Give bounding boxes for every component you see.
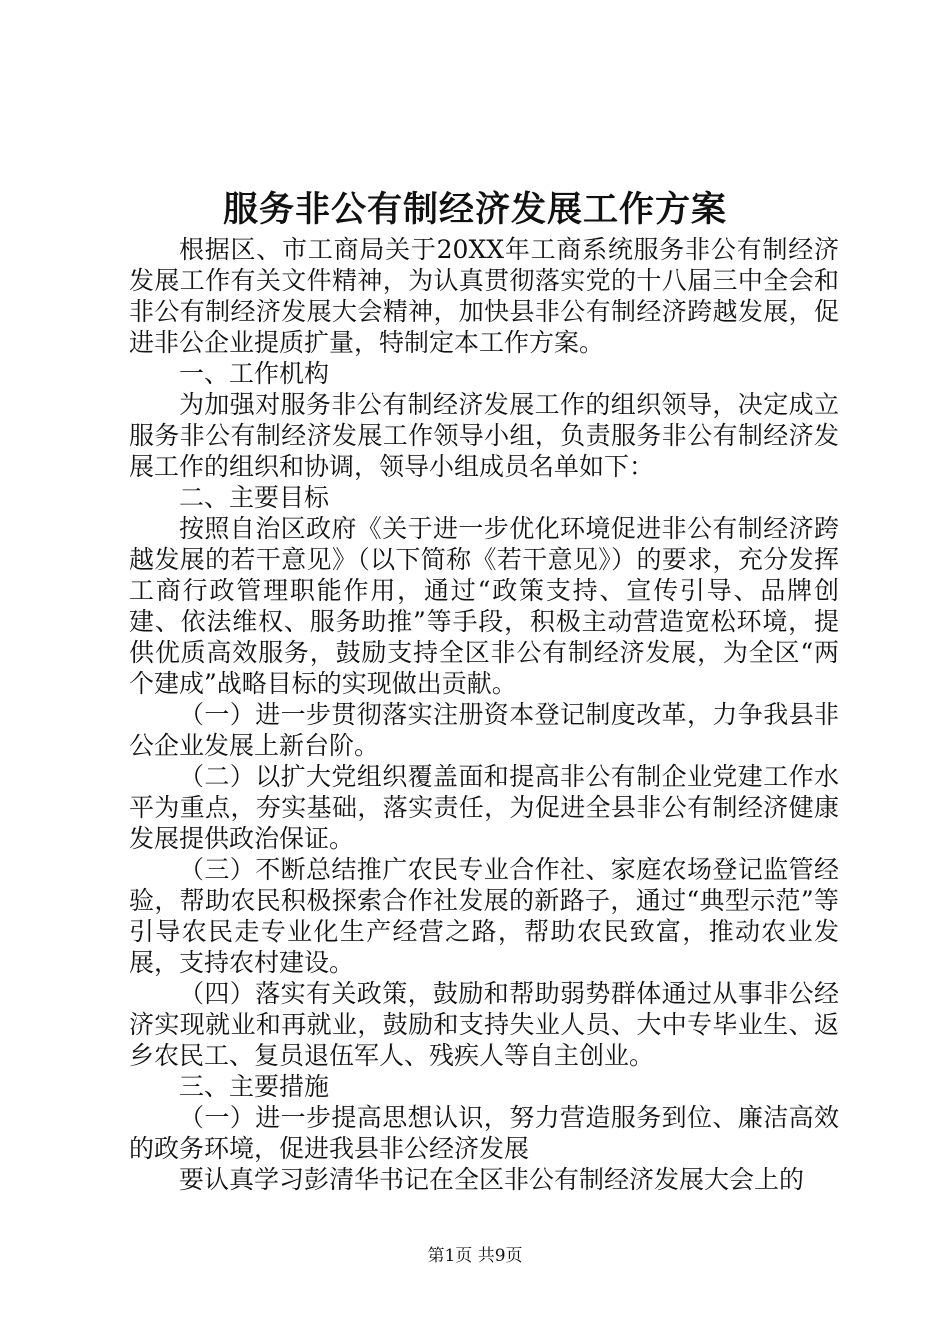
page-number-footer: 第1页 共9页 <box>427 1246 523 1266</box>
section-heading-work-organization: 一、工作机构 <box>179 359 330 388</box>
goal-item-3: （三）不断总结推广农民专业合作社、家庭农场登记监管经验，帮助农民积极探索合作社发展的新路子，通过“典型示范”等引导农民走专业化生产经营之路，帮助农民致富，推动农业发展，支持农村建设。 <box>129 855 839 977</box>
goal-item-1: （一）进一步贯彻落实注册资本登记制度改革，力争我县非公企业发展上新台阶。 <box>129 700 839 760</box>
section-heading-main-goals: 二、主要目标 <box>179 483 330 512</box>
document-body <box>129 234 839 1195</box>
document-title: 服务非公有制经济发展工作方案 <box>222 189 727 230</box>
main-goals-paragraph: 按照自治区政府《关于进一步优化环境促进非公有制经济跨越发展的若干意见》（以下简称《若干意见》）的要求，充分发挥工商行政管理职能作用，通过“政策支持、宣传引导、品牌创建、依法维权、服务助推”等手段，积极主动营造宽松环境，提供优质高效服务，鼓励支持全区非公有制经济发展，为全区“两个建成”战略目标的实现做出贡献。 <box>129 514 839 698</box>
work-organization-paragraph: 为加强对服务非公有制经济发展工作的组织领导，决定成立服务非公有制经济发展工作领导小组，负责服务非公有制经济发展工作的组织和协调，领导小组成员名单如下： <box>129 390 839 481</box>
goal-item-2: （二）以扩大党组织覆盖面和提高非公有制企业党建工作水平为重点，夯实基础，落实责任，为促进全县非公有制经济健康发展提供政治保证。 <box>129 762 839 853</box>
measure-item-1: （一）进一步提高思想认识，努力营造服务到位、廉洁高效的政务环境，促进我县非公经济发展 <box>129 1103 839 1163</box>
measure-paragraph: 要认真学习彭清华书记在全区非公有制经济发展大会上的 <box>179 1165 805 1194</box>
intro-paragraph: 根据区、市工商局关于20XX年工商系统服务非公有制经济发展工作有关文件精神，为认真贯彻落实党的十八届三中全会和非公有制经济发展大会精神，加快县非公有制经济跨越发展，促进非公企业提质扩量，特制定本工作方案。 <box>129 235 839 357</box>
goal-item-4: （四）落实有关政策，鼓励和帮助弱势群体通过从事非公经济实现就业和再就业，鼓励和支持失业人员、大中专毕业生、返乡农民工、复员退伍军人、残疾人等自主创业。 <box>129 979 839 1070</box>
section-heading-main-measures: 三、主要措施 <box>179 1072 330 1101</box>
